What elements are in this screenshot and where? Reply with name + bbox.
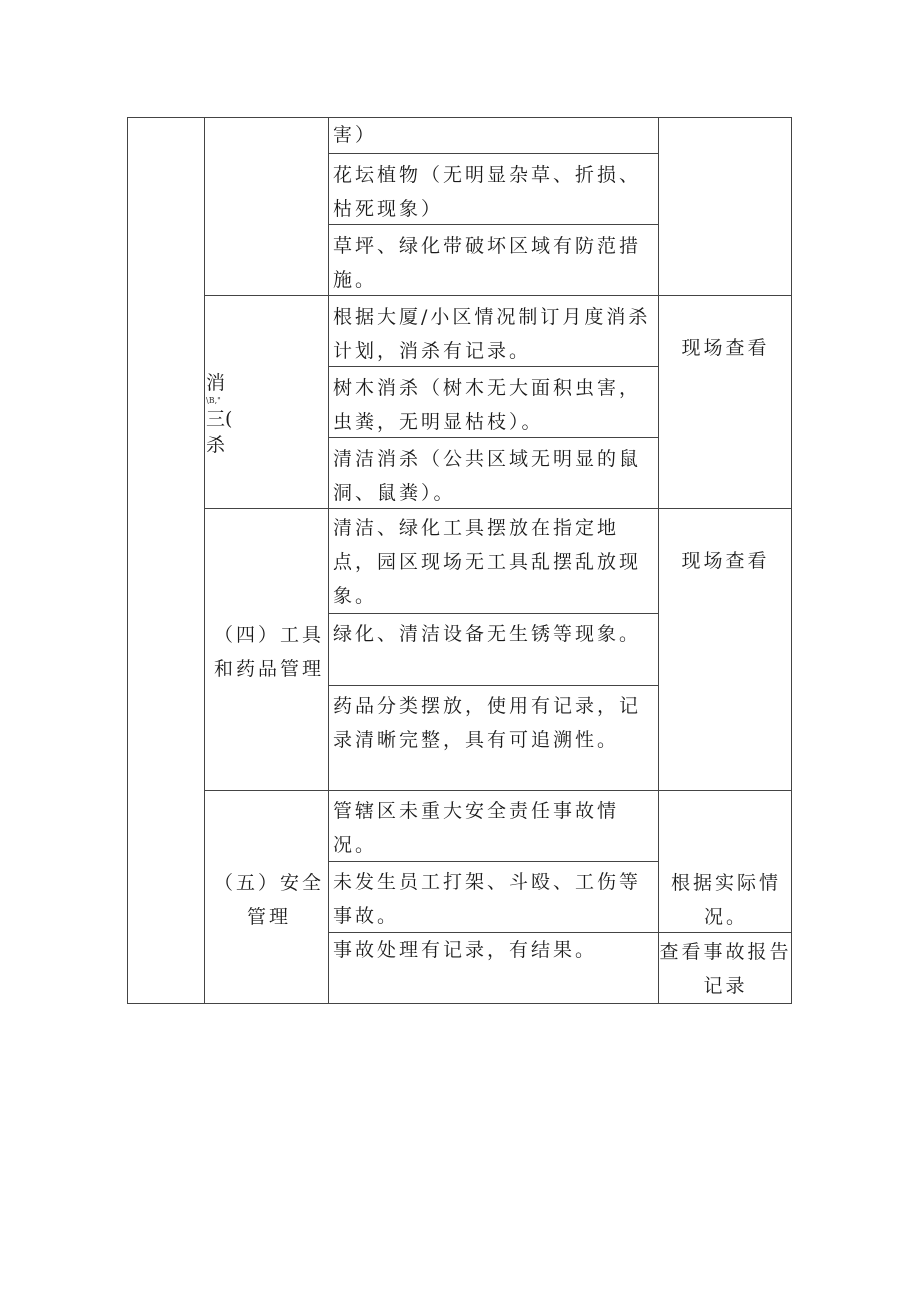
category-pest-control: 消 \B," 三( 杀 [206,372,233,456]
row-divider [328,153,659,154]
row-divider [328,366,659,367]
requirement-cell: 草坪、绿化带破坏区域有防范措施。 [333,235,642,291]
row-divider [328,224,659,225]
method-pest-control: 现场查看 [681,337,770,359]
inspection-table [127,117,792,1004]
row-divider [328,437,659,438]
requirement-cell: 害） [333,124,378,146]
requirement-cell: 清洁、绿化工具摆放在指定地点，园区现场无工具乱摆乱放现象。 [333,517,642,607]
category-safety-management: （五）安全管理 [213,872,324,928]
requirement-cell: 花坛植物（无明显杂草、折损、枯死现象） [333,164,642,220]
section-divider-tools [204,508,792,509]
method-tools-management: 现场查看 [681,550,770,572]
col-divider-1 [204,118,205,1003]
row-divider [328,861,659,862]
requirement-cell: 树木消杀（树木无大面积虫害，虫粪，无明显枯枝）。 [333,377,642,433]
requirement-cell: 未发生员工打架、斗殴、工伤等事故。 [333,871,642,927]
row-divider [328,685,659,686]
section-divider-pest [204,295,792,296]
category-tools-management: （四）工具和药品管理 [213,624,324,680]
requirement-cell: 药品分类摆放，使用有记录，记录清晰完整，具有可追溯性。 [333,695,642,751]
section-divider-safety [204,790,792,791]
requirement-cell: 绿化、清洁设备无生锈等现象。 [333,623,642,645]
requirement-cell: 管辖区未重大安全责任事故情况。 [333,800,620,856]
requirement-cell: 根据大厦/小区情况制订月度消杀计划，消杀有记录。 [333,306,651,362]
requirement-cell: 清洁消杀（公共区域无明显的鼠洞、鼠粪）。 [333,448,642,504]
row-divider [328,613,659,614]
method-safety-actual: 根据实际情况。 [670,872,781,928]
requirement-cell: 事故处理有记录，有结果。 [333,939,598,961]
method-safety-report: 查看事故报告记录 [659,941,792,997]
